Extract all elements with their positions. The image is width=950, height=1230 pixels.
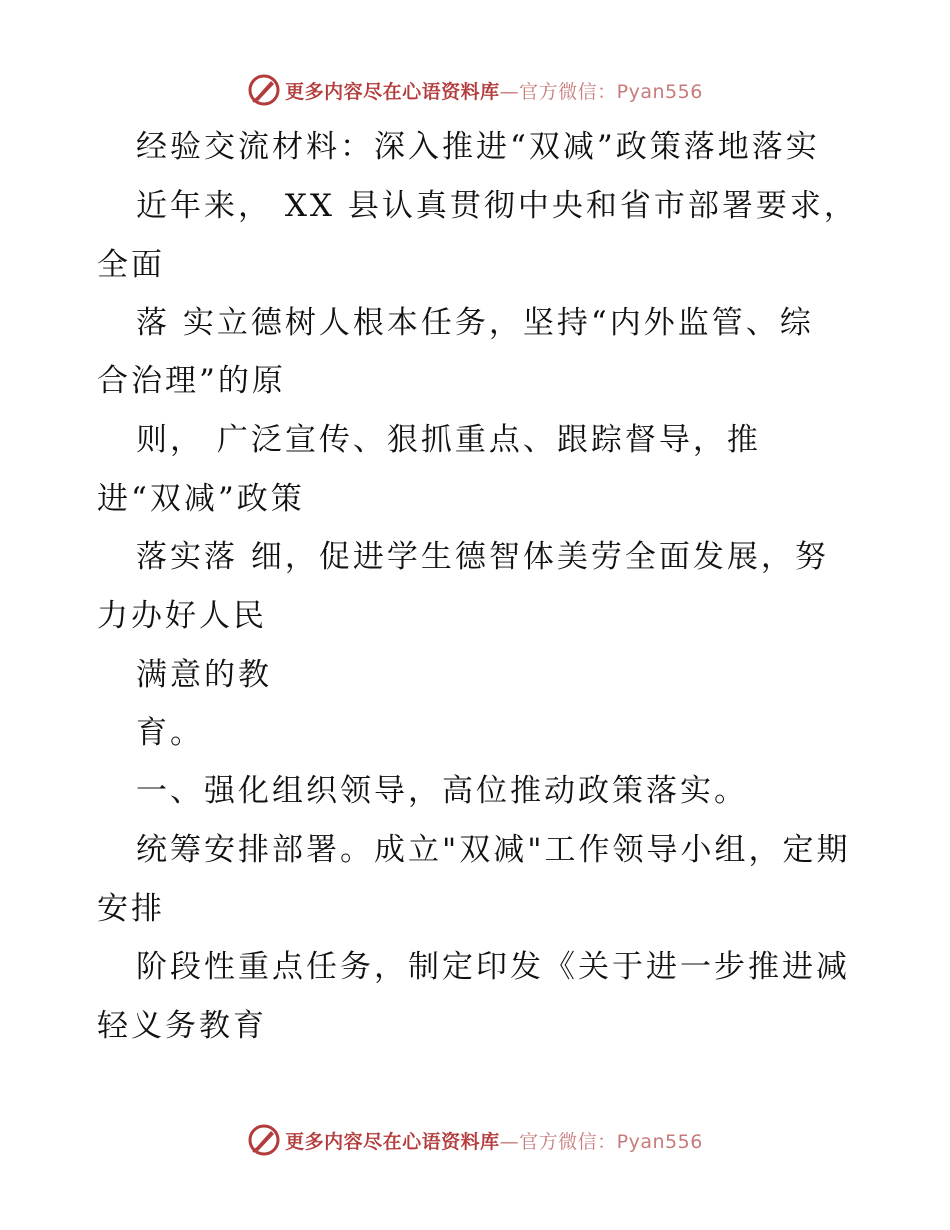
paragraph-line: 轻义务教育 [97,1008,267,1044]
paragraph-line: 全面 [97,247,165,283]
document-title: 经验交流材料：深入推进“双减”政策落地落实 [136,129,820,165]
paragraph-line: 安排 [97,891,165,927]
footer-banner [0,1120,950,1160]
paragraph-line: 合治理”的原 [97,363,286,399]
section-heading: 一、强化组织领导，高位推动政策落实。 [136,773,748,809]
paragraph-line: 进“双减”政策 [97,481,305,517]
header-banner-text [285,77,703,104]
header-site-text: 更多内容尽在心语资料库 [285,80,500,103]
header-contact-text: 官方微信：Pyan556 [519,80,703,103]
paragraph-line: 力办好人民 [97,598,267,634]
paragraph-line: 统筹安排部署。成立"双减"工作领导小组，定期 [136,832,851,868]
footer-contact-text: 官方微信：Pyan556 [519,1130,703,1153]
paragraph-line: 落实落 细，促进学生德智体美劳全面发展，努 [136,539,829,575]
quill-logo-icon [247,73,281,107]
paragraph-line: 则， 广泛宣传、狠抓重点、跟踪督导，推 [136,422,761,458]
paragraph-line: 落 实立德树人根本任务，坚持“内外监管、综 [136,305,814,341]
footer-dash: — [499,1130,520,1153]
paragraph-line: 育。 [136,715,204,751]
paragraph-line: 近年来， XX 县认真贯彻中央和省市部署要求， [136,188,858,224]
paragraph-line: 阶段性重点任务，制定印发《关于进一步推进减 [136,949,850,985]
paragraph-line: 满意的教 [136,657,272,693]
header-banner [0,70,950,110]
footer-site-text: 更多内容尽在心语资料库 [285,1130,500,1153]
quill-logo-icon [247,1123,281,1157]
footer-banner-text [285,1127,703,1154]
header-dash: — [499,80,520,103]
